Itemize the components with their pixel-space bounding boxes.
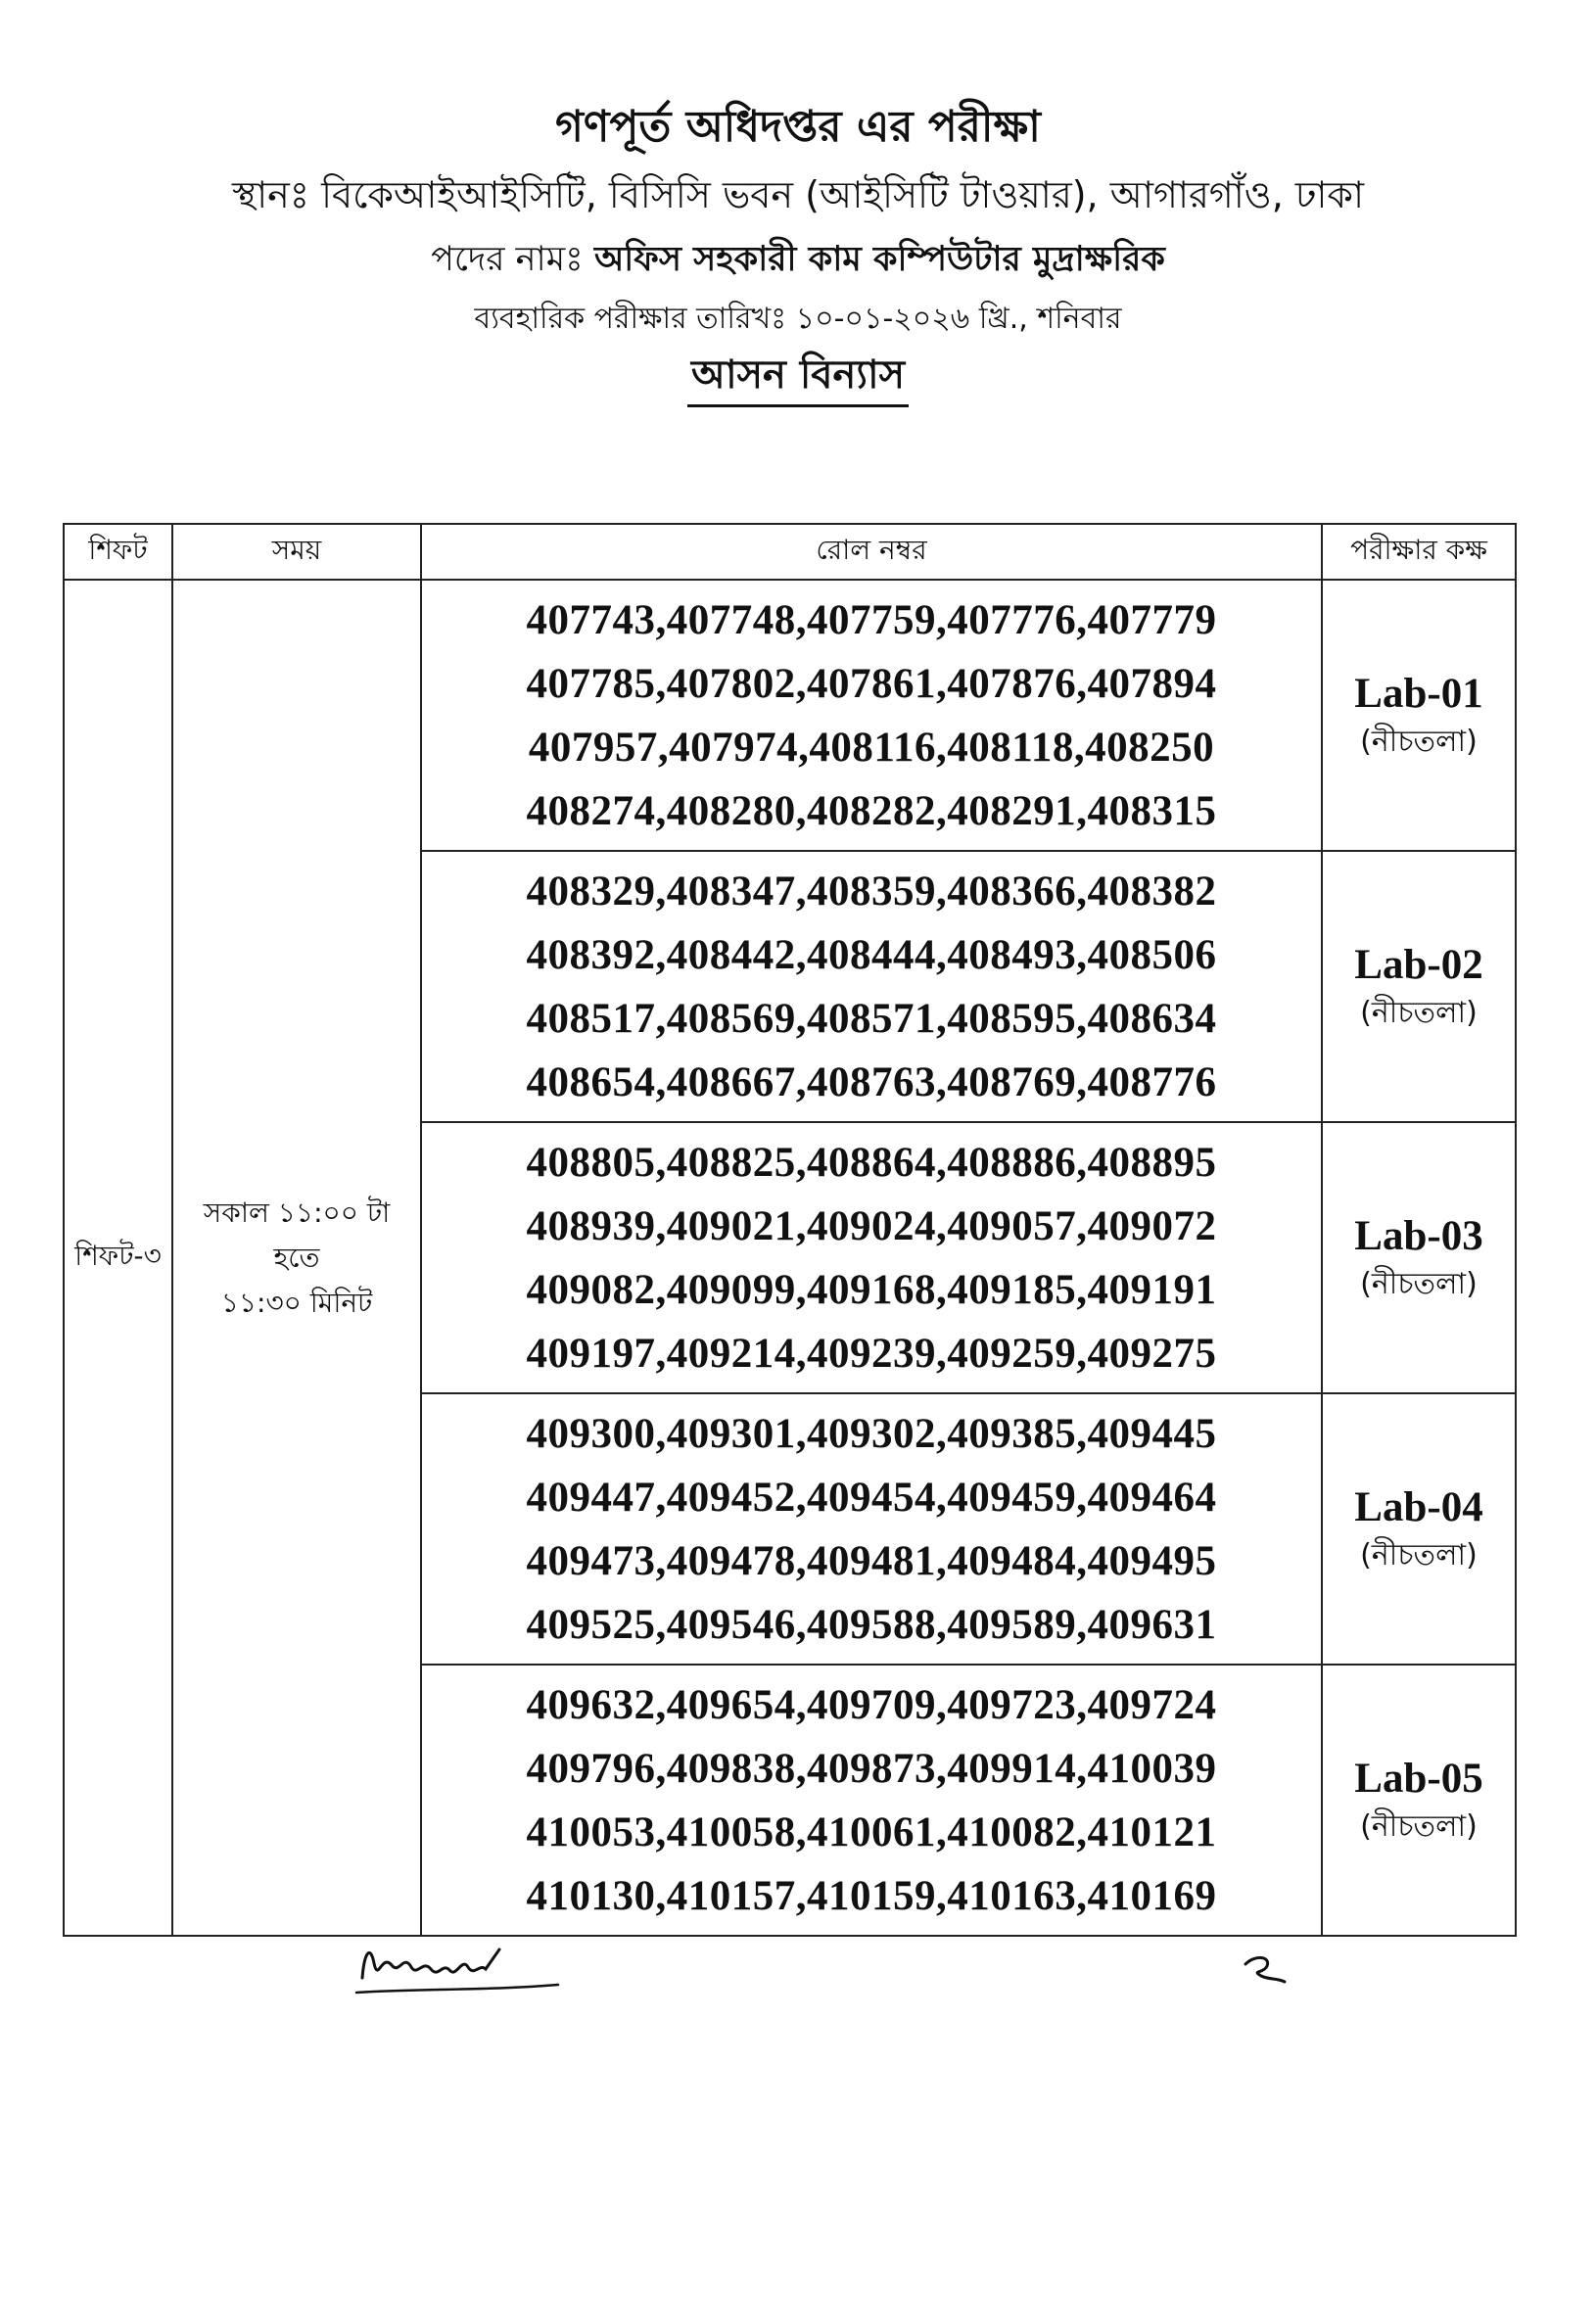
lab-floor: (নীচতলা) <box>1360 724 1478 759</box>
roll-line: 408517,408569,408571,408595,408634 <box>526 995 1217 1042</box>
lab-name: Lab-05 <box>1354 1755 1483 1802</box>
room-cell <box>1322 1665 1516 1936</box>
exam-date: ব্যবহারিক পরীক্ষার তারিখঃ ১০-০১-২০২৬ খ্রি., শনিবার <box>474 302 1122 336</box>
document-header <box>0 93 1596 407</box>
roll-line: 408805,408825,408864,408886,408895 <box>526 1139 1217 1186</box>
table-header-row <box>64 524 1516 580</box>
lab-floor: (নীচতলা) <box>1360 995 1478 1030</box>
roll-cell <box>421 580 1322 851</box>
time-duration: ১১:৩০ মিনিট <box>220 1286 373 1319</box>
roll-line: 408274,408280,408282,408291,408315 <box>526 787 1217 834</box>
lab-floor: (নীচতলা) <box>1360 1266 1478 1301</box>
initial-mark-icon <box>1242 1948 1289 1988</box>
venue-line: স্থানঃ বিকেআইআইসিটি, বিসিসি ভবন (আইসিটি টাওয়ার), আগারগাঁও, ঢাকা <box>231 173 1365 216</box>
roll-line: 409632,409654,409709,409723,409724 <box>526 1681 1217 1728</box>
roll-cell <box>421 1665 1322 1936</box>
roll-line: 410053,410058,410061,410082,410121 <box>526 1808 1217 1855</box>
roll-line: 409473,409478,409481,409484,409495 <box>526 1537 1217 1584</box>
room-cell <box>1322 580 1516 851</box>
post-label: পদের নামঃ <box>431 240 584 279</box>
roll-line: 408392,408442,408444,408493,408506 <box>526 931 1217 978</box>
roll-cell <box>421 1393 1322 1665</box>
room-cell <box>1322 851 1516 1122</box>
column-header-roll: রোল নম্বর <box>421 524 1322 580</box>
room-cell <box>1322 1393 1516 1665</box>
table-row <box>64 580 1516 851</box>
roll-line: 408329,408347,408359,408366,408382 <box>526 868 1217 915</box>
roll-line: 409300,409301,409302,409385,409445 <box>526 1410 1217 1457</box>
post-line <box>0 228 1596 291</box>
seat-plan-heading: আসন বিন্যাস <box>687 348 909 407</box>
roll-line: 410130,410157,410159,410163,410169 <box>526 1872 1217 1919</box>
roll-line: 407957,407974,408116,408118,408250 <box>528 724 1215 771</box>
shift-cell: শিফট-৩ <box>64 580 172 1936</box>
column-header-shift: শিফট <box>64 524 172 580</box>
signature-icon <box>352 1934 568 2002</box>
exam-title: গণপূর্ত অধিদপ্তর এর পরীক্ষা <box>555 102 1041 152</box>
roll-cell <box>421 1122 1322 1393</box>
roll-line: 409796,409838,409873,409914,410039 <box>526 1745 1217 1792</box>
column-header-time: সময় <box>172 524 421 580</box>
roll-line: 409082,409099,409168,409185,409191 <box>526 1266 1217 1313</box>
lab-name: Lab-01 <box>1354 670 1483 717</box>
lab-name: Lab-04 <box>1354 1483 1483 1530</box>
roll-line: 407743,407748,407759,407776,407779 <box>526 596 1217 643</box>
room-cell <box>1322 1122 1516 1393</box>
roll-line: 407785,407802,407861,407876,407894 <box>526 660 1217 707</box>
roll-line: 409525,409546,409588,409589,409631 <box>526 1601 1217 1648</box>
lab-name: Lab-03 <box>1354 1212 1483 1259</box>
roll-line: 408939,409021,409024,409057,409072 <box>526 1202 1217 1249</box>
roll-cell <box>421 851 1322 1122</box>
lab-name: Lab-02 <box>1354 941 1483 988</box>
roll-line: 409197,409214,409239,409259,409275 <box>526 1330 1217 1377</box>
roll-line: 409447,409452,409454,409459,409464 <box>526 1474 1217 1521</box>
lab-floor: (নীচতলা) <box>1360 1808 1478 1844</box>
seat-plan-table <box>63 523 1517 1937</box>
post-name: অফিস সহকারী কাম কম্পিউটার মুদ্রাক্ষরিক <box>593 240 1165 279</box>
roll-line: 408654,408667,408763,408769,408776 <box>526 1058 1217 1105</box>
time-start: সকাল ১১:০০ টা <box>203 1196 391 1229</box>
lab-floor: (নীচতলা) <box>1360 1537 1478 1572</box>
time-cell <box>172 580 421 1936</box>
column-header-room: পরীক্ষার কক্ষ <box>1322 524 1516 580</box>
time-connector: হতে <box>273 1241 320 1274</box>
